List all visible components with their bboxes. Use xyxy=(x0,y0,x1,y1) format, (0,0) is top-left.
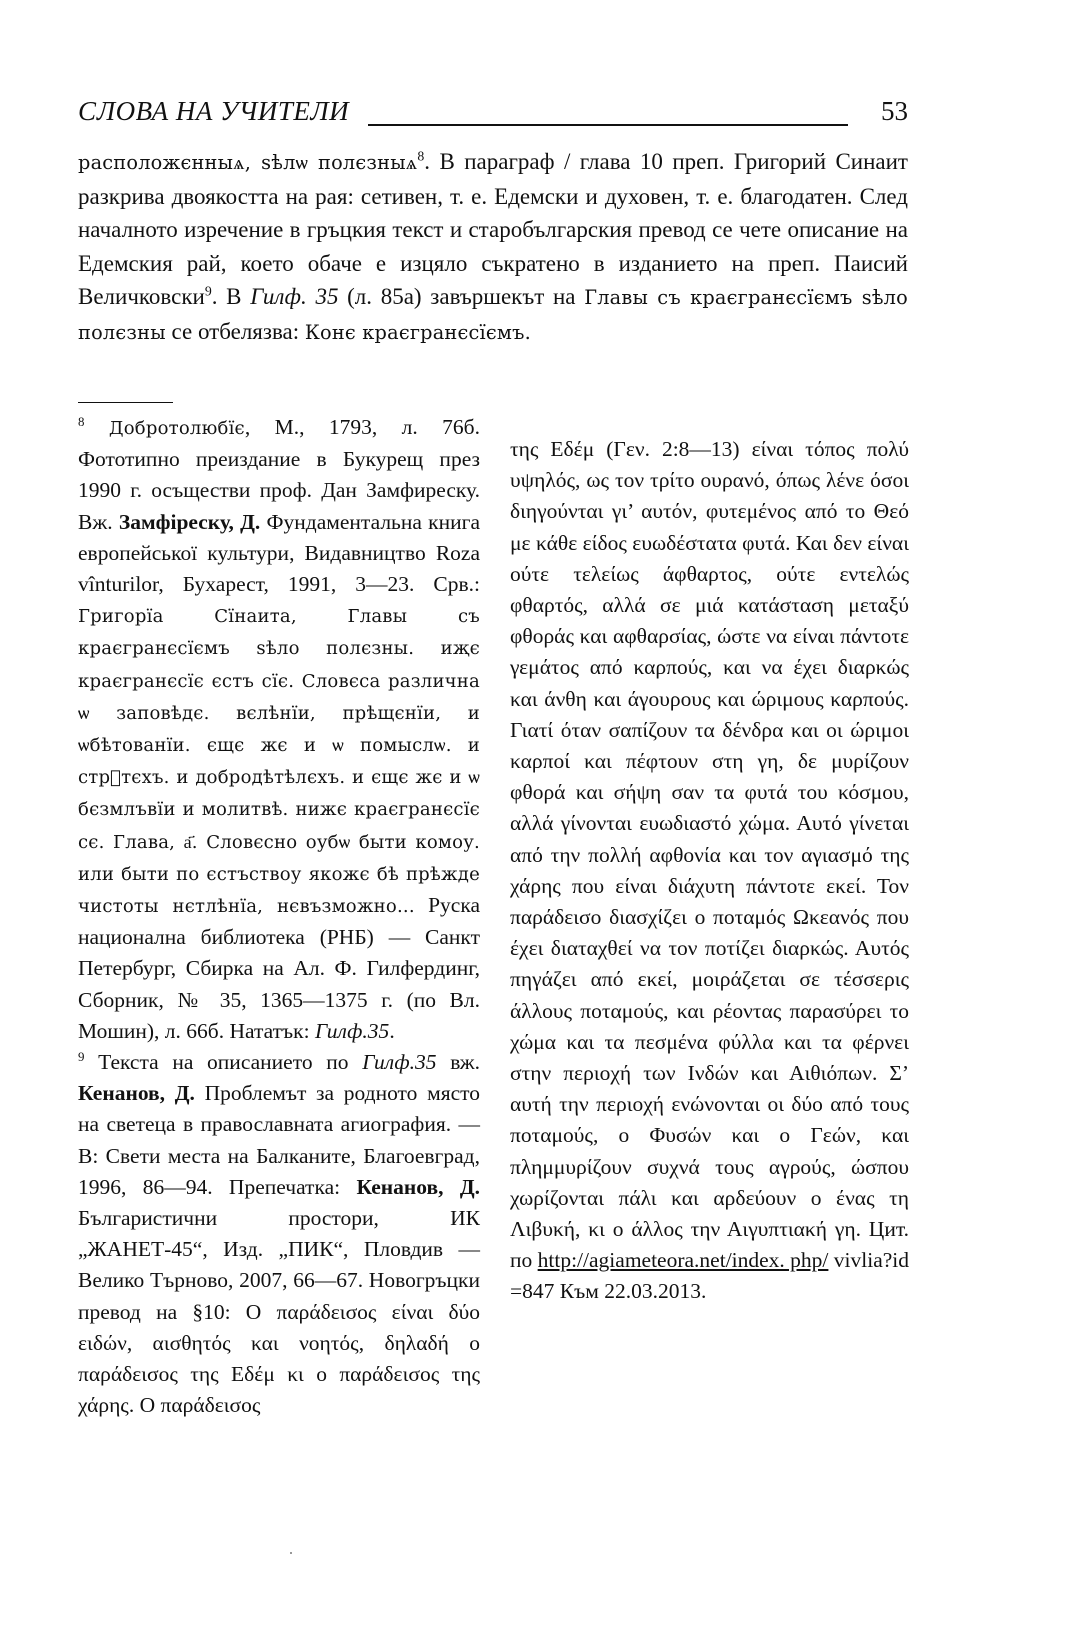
text-run: Руска национална библиотека (РНБ) — Санкт Петербург, Сбирка на Ал. Ф. Гилфердинг, Сборник, № 35, 1365—1375 г. (по Вл. Мошин), л. 66б. Нататък: xyxy=(78,893,480,1043)
text-run: vivlia?id =847 Към 22.03.2013. xyxy=(510,1248,910,1304)
church-slavonic-phrase: Главы съ краєгранєсїємъ ѕѣло полєзны xyxy=(78,286,908,344)
text-run: της Εδέμ (Γεν. 2:8—13) είναι τόπος πολύ υψηλός, ως τον τρίτο ουρανό, όπως λένε όσοι διηγούνται γι’ αυτόν, φυτεμένος από το Θεό με κάθε είδος ευωδέστατα φυτά. Και δεν είναι ούτε τελείως άφθαρτος, ούτε εντελώς φθαρτός, αλλά σε μιά κατάσταση μεταξύ φθοράς και αφθαρσίας, ώστε να είναι πάντοτε γεμάτος από καρπούς, και να έχει διαρκώς και άνθη και άγουρους και ώριμους καρπούς. Γιατί όταν σαπίζουν τα δένδρα και οι ώριμοι καρποί και πέφτουν στη γη, δε μυρίζουν φθορά και σήψη σαν τα φυτά του κόσμου, αλλά γίνονται ευωδιαστό χώμα. Αυτό γίνεται από την πολλή αφθονία και τον αγιασμό της χάρης που είναι διάχυτη πάντοτε εκεί. Τον παράδεισο διασχίζει ο ποταμός Ωκεανός που έχει διαταχθεί να τον ποτίζει διαρκώς. Αυτός πηγάζει από εκεί, μοιράζεται σε τέσσερις άλλους ποταμούς, και ρέοντας παρασύρει το χώμα και τα πεσμένα φύλλα και τα φέρνει στην περιοχή των Ινδών και Αιθιόπων. Σ’ αυτή την περιοχή ενώνονται οι δύο από τους ποταμούς, ο Φυσών και ο Γεών, και πλημμυρίζουν συχνά τους αγρούς, ώσπου χωρίζονται πάλι και αρδεύουν ο ένας τη Λιβυκή, κι ο άλλος την Αιγυπτιακή γη. Цит. по xyxy=(510,437,909,1273)
text-run: . В xyxy=(211,284,251,309)
footnote-marker: 9 xyxy=(78,1049,85,1064)
text-run: (л. 85а) завършекът на xyxy=(338,284,585,309)
running-title: СЛОВА НА УЧИТЕЛИ xyxy=(78,96,350,126)
footnote-separator xyxy=(78,402,173,403)
text-run: , М., 1793, л. 76б. Фототипно преиздание в Букурещ през 1990 г. осъществи проф. Дан Замфиреску. Вж. xyxy=(78,415,480,534)
text-run: се отбелязва: xyxy=(165,318,305,344)
footnote-8 xyxy=(78,412,480,1047)
main-text xyxy=(78,145,908,349)
text-run: Българистични простори, ИК „ЖАНЕТ-45“, Изд. „ПИК“, Пловдив — Велико Търново, 2007, 66—67. Новогръцки превод на §10: Ο παράδεισος είναι δύο ειδών, αισθητός και νοητός, δηλαδή ο παράδεισος της Εδέμ κι ο παράδεισος της χάρης. Ο παράδεισος xyxy=(78,1206,480,1418)
page-header xyxy=(78,96,908,132)
footnote-marker: 8 xyxy=(78,414,85,429)
header-rule xyxy=(368,124,848,126)
manuscript-siglum: Гилф.35 xyxy=(314,1018,390,1043)
manuscript-siglum: Гилф.35 xyxy=(362,1050,437,1075)
footnote-9 xyxy=(78,1047,480,1421)
author-name: Кенанов, Д. xyxy=(78,1081,195,1106)
footnotes-right-column xyxy=(510,434,909,1308)
page-number: 53 xyxy=(881,96,908,126)
author-name: Замфіреску, Д. xyxy=(118,509,261,534)
church-slavonic-phrase: Конє краєгранєсїємъ. xyxy=(304,320,531,344)
church-slavonic-title: Добротолюбїє xyxy=(108,418,245,439)
text-run: . xyxy=(389,1018,395,1043)
footnote-ref: 8 xyxy=(417,148,425,164)
text-run: вж. xyxy=(436,1050,481,1075)
main-paragraph xyxy=(78,145,908,349)
source-url[interactable]: http://agiameteora.net/index. php/ xyxy=(537,1248,829,1273)
text-run: . В параграф / глава 10 преп. Григорий Синаит разкрива двоякостта на рая: сетивен, т. е. Едемски и духовен, т. е. благодатен. След началното изречение в гръцкия текст и старобългарския превод се чете описание на Едемския рай, което обаче е изцяло съкратено в изданието на преп. Паисий Величковски xyxy=(78,149,908,309)
manuscript-siglum: Гилф. 35 xyxy=(250,284,339,309)
text-run: Проблемът за родното място на светеца в православната агиография. — В: Свети места на Балканите, Благоевград, 1996, 86—94. Препечатка: xyxy=(78,1081,480,1199)
footnote-ref: 9 xyxy=(204,283,212,299)
author-name: Кенанов, Д. xyxy=(356,1174,480,1199)
text-run: Текста на описанието по xyxy=(84,1050,363,1075)
church-slavonic-phrase: расположєнныѧ, ѕѣлѡ полєзныѧ xyxy=(78,151,418,174)
church-slavonic-quote: Григорїа Сїнаита, Главы съ краєгранєсїємъ ѕѣло полєзны. иҗє краєгранєсїє єстъ сїє. Словєса различна ѡ заповѣдє. вєлѣнїи, прѣщєнїи, и ѡбѣтованїи. єщє жє и ѡ помыслѡ. и стрᷮтєхъ. и добродѣтѣлєхъ. и єщє жє и ѡ бєзмлъвїи и молитвѣ. нижє краєгранєсїє сє. Глава, а҃. Словєсно оубѡ быти комоу. или быти по єстъствоу якожє бѣ прѣжде чистоты нєтлѣнїа, нєвъзможно... xyxy=(78,606,480,918)
page-speck xyxy=(290,1552,292,1554)
footnote-9-continued xyxy=(510,434,909,1308)
footnotes-left-column xyxy=(78,412,480,1422)
text-run: Фундаментальна книга европейськоï культури, Видавництво Roza vînturilor, Бухарест, 1991, 3—23. Срв.: xyxy=(78,509,480,597)
